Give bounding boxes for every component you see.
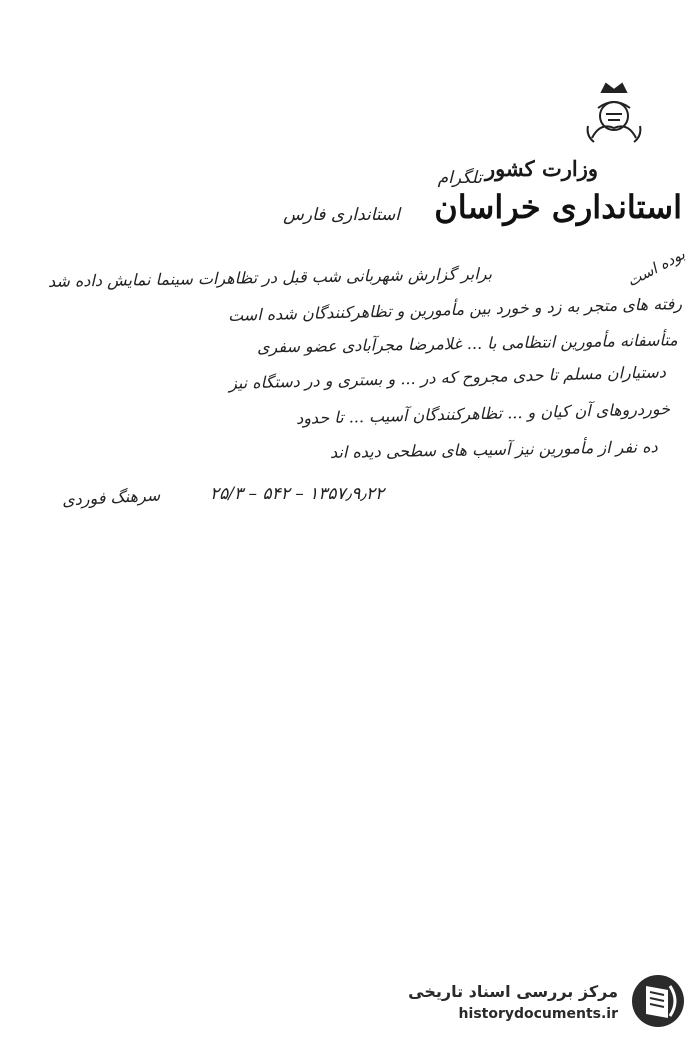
reference-number: ۱۳۵۷٫۹٫۲۲ – ۵۴۲ – ۲۵/۳ [210,484,385,504]
body-line: ده نفر از مأمورین نیز آسیب های سطحی دیده اند [330,437,659,462]
lion-and-sun-emblem-icon [578,78,650,150]
archive-center-name: مرکز بررسی اسناد تاریخی [408,982,618,1001]
signature: سرهنگ فوردی [61,485,161,510]
body-line: دستیاران مسلم تا حدی مجروح که در ... و بستری و در دستگاه نیز [228,362,667,393]
ministry-title: وزارت کشور [484,156,598,181]
governorate-title: استانداری خراسان [434,188,682,226]
body-line: متأسفانه مأمورین انتظامی با ... غلامرضا مجرآبادی عضو سفری [257,330,679,357]
telegram-label: تلگرام [437,168,482,188]
body-line: خوردروهای آن کیان و ... تظاهرکنندگان آسیب ... تا حدود [295,399,671,428]
archive-logo-icon [624,972,688,1030]
body-line: بوده است [624,245,689,291]
body-line: رفته های متجر به زد و خورد بین مأمورین و تظاهرکنندگان شده است [227,294,683,325]
addressee: استانداری فارس [283,205,400,225]
body-line: برابر گزارش شهربانی شب قبل در تظاهرات سینما نمایش داده شد [47,264,493,291]
archive-url[interactable]: historydocuments.ir [458,1006,618,1022]
